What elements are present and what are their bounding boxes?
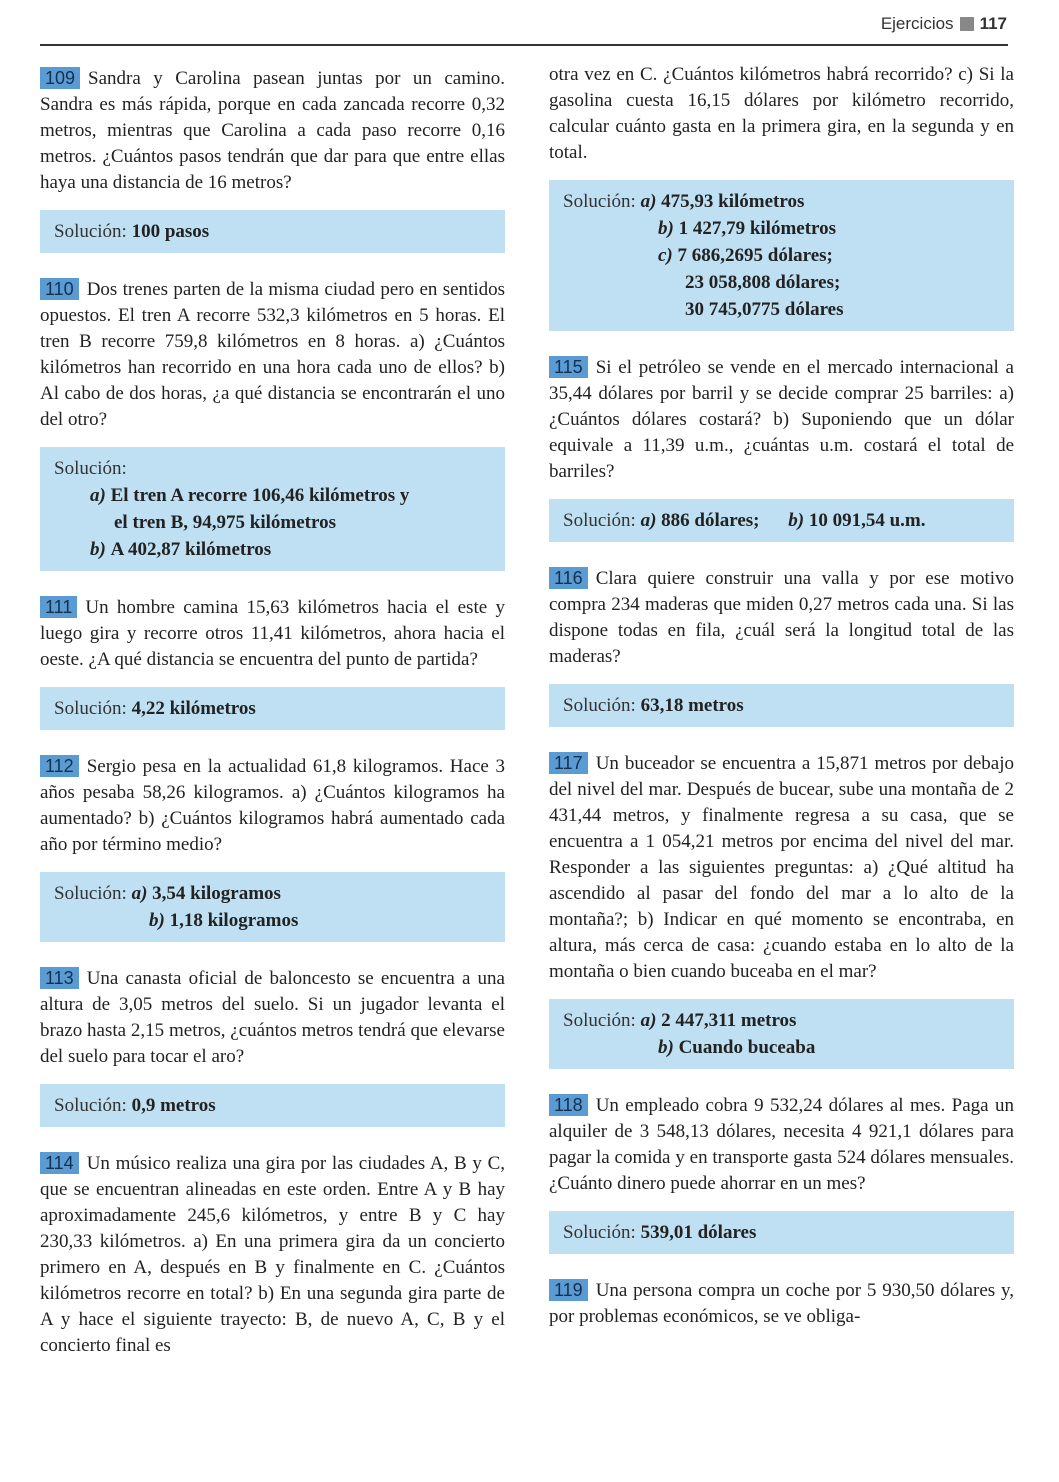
part-label: c) xyxy=(658,245,673,266)
solution-value: A 402,87 kilómetros xyxy=(110,539,272,560)
solution-value: 23 058,808 dólares; xyxy=(685,272,841,293)
section-title: Ejercicios xyxy=(880,14,954,33)
page-number: 117 xyxy=(979,14,1007,33)
solution-label: Solución: xyxy=(54,221,127,242)
exercise-119 xyxy=(549,1278,1014,1330)
exercise-text: Clara quiere construir una valla y por ese motivo compra 234 maderas que miden 0,27 metros cada una. Si las dispone todas en fila, ¿cuál será la longitud total de las maderas? xyxy=(549,568,1014,667)
solution-box xyxy=(549,1211,1014,1254)
solution-value: 4,22 kilómetros xyxy=(131,698,256,719)
solution-value: 100 pasos xyxy=(131,221,210,242)
exercise-text: Un hombre camina 15,63 kilómetros hacia el este y luego gira y recorre otros 11,41 kilómetros, ahora hacia el oeste. ¿A qué distancia se encuentra del punto de partida? xyxy=(40,597,505,670)
exercise-111 xyxy=(40,595,505,673)
exercise-number: 112 xyxy=(40,755,79,777)
solution-label: Solución: xyxy=(54,883,127,904)
solution-box xyxy=(40,447,505,571)
solution-box xyxy=(549,180,1014,331)
solution-value: 63,18 metros xyxy=(640,695,744,716)
part-label: b) xyxy=(90,539,106,560)
exercise-text: Un buceador se encuentra a 15,871 metros por debajo del nivel del mar. Después de bucear, sube una montaña de 2 431,44 metros, y finalmente regresa a su casa, que se encuentra a 1 054,21 metros por encima del nivel del mar. Responder a las siguientes preguntas: a) ¿Qué altitud ha ascendido al pasar del fondo del mar a lo alto de la montaña?; b) Indicar en qué momento se encontraba, en altura, más cerca de casa: ¿cuando estaba en lo alto de la montaña o bien cuando buceaba en el mar? xyxy=(549,753,1014,982)
exercise-number: 109 xyxy=(40,67,80,89)
header-rule xyxy=(40,44,1008,46)
solution-value: Cuando buceaba xyxy=(678,1037,816,1058)
solution-label: Solución: xyxy=(54,1095,127,1116)
part-label: a) xyxy=(640,191,657,212)
exercise-text: Si el petróleo se vende en el mercado internacional a 35,44 dólares por barril y se decide comprar 25 barriles: a) ¿Cuántos dólares costará? b) Suponiendo que un dólar equivale a 11,39 u.m., ¿cuántas u.m. costará el total de barriles? xyxy=(549,357,1014,482)
solution-box xyxy=(40,687,505,730)
exercise-number: 118 xyxy=(549,1094,588,1116)
solution-value: 1,18 kilogramos xyxy=(169,910,299,931)
exercise-number: 119 xyxy=(549,1279,588,1301)
right-column xyxy=(549,62,1014,1330)
solution-label: Solución: xyxy=(563,510,636,531)
part-label: b) xyxy=(149,910,165,931)
left-column xyxy=(40,66,505,1359)
part-label: a) xyxy=(640,1010,657,1031)
exercise-114 xyxy=(40,1151,505,1359)
part-label: a) xyxy=(131,883,148,904)
solution-value: 10 091,54 u.m. xyxy=(808,510,926,531)
exercise-text: Un músico realiza una gira por las ciudades A, B y C, que se encuentran alineadas en este orden. Entre A y B hay aproximadamente 245,6 kilómetros, y entre B y C hay 230,33 kilómetros. a) En una primera gira da un concierto primero en A, después en B y finalmente en C. ¿Cuántos kilómetros recorre en total? b) En una segunda gira parte de A y hace el siguiente trayecto: B, de nuevo A, C, B y el concierto final es xyxy=(40,1153,505,1356)
part-label: a) xyxy=(640,510,657,531)
part-label: a) xyxy=(90,485,106,506)
solution-label: Solución: xyxy=(54,458,127,479)
exercise-number: 113 xyxy=(40,967,79,989)
solution-box xyxy=(549,999,1014,1069)
solution-value: 475,93 kilómetros xyxy=(661,191,805,212)
solution-box xyxy=(40,872,505,942)
solution-value: el tren B, 94,975 kilómetros xyxy=(114,512,336,533)
solution-label: Solución: xyxy=(563,1010,636,1031)
part-label: b) xyxy=(658,218,674,239)
solution-value: 0,9 metros xyxy=(131,1095,216,1116)
exercise-116 xyxy=(549,566,1014,670)
solution-value: 30 745,0775 dólares xyxy=(685,299,844,320)
part-label: b) xyxy=(788,510,805,531)
exercise-109 xyxy=(40,66,505,196)
exercise-number: 117 xyxy=(549,752,588,774)
solution-value: 2 447,311 metros xyxy=(661,1010,797,1031)
exercise-text: Una canasta oficial de baloncesto se encuentra a una altura de 3,05 metros del suelo. Si un jugador levanta el brazo hasta 2,15 metros, ¿cuántos metros tendrá que elevarse del suelo para tocar el aro? xyxy=(40,968,505,1067)
exercise-text: Una persona compra un coche por 5 930,50 dólares y, por problemas económicos, se ve obliga- xyxy=(549,1280,1014,1327)
exercise-117 xyxy=(549,751,1014,985)
solution-box xyxy=(549,499,1014,542)
exercise-text: Sergio pesa en la actualidad 61,8 kilogramos. Hace 3 años pesaba 58,26 kilogramos. a) ¿Cuántos kilogramos ha aumentado? b) ¿Cuántos kilogramos habrá aumentado cada año por término medio? xyxy=(40,756,505,855)
exercise-number: 116 xyxy=(549,567,588,589)
exercise-text: Dos trenes parten de la misma ciudad pero en sentidos opuestos. El tren A recorre 532,3 kilómetros en 5 horas. El tren B recorre 759,8 kilómetros en 8 horas. a) ¿Cuántos kilómetros han recorrido en una hora cada uno de ellos? b) Al cabo de dos horas, ¿a qué distancia se encontrarán el uno del otro? xyxy=(40,279,505,430)
solution-value: 1 427,79 kilómetros xyxy=(678,218,837,239)
solution-box xyxy=(40,1084,505,1127)
exercise-text: Un empleado cobra 9 532,24 dólares al mes. Paga un alquiler de 3 548,13 dólares, necesita 4 921,1 dólares para pagar la comida y en transporte gasta 524 dólares mensuales. ¿Cuánto dinero puede ahorrar en un mes? xyxy=(549,1095,1014,1194)
square-icon xyxy=(960,17,974,31)
solution-value: 7 686,2695 dólares; xyxy=(677,245,833,266)
solution-value: 3,54 kilogramos xyxy=(152,883,281,904)
exercise-114-continued: otra vez en C. ¿Cuántos kilómetros habrá recorrido? c) Si la gasolina cuesta 16,15 dólares por kilómetro recorrido, calcular cuánto gasta en la primera gira, en la segunda y en total. xyxy=(549,64,1014,163)
solution-label: Solución: xyxy=(563,191,636,212)
exercise-text: Sandra y Carolina pasean juntas por un camino. Sandra es más rápida, porque en cada zancada recorre 0,32 metros, mientras que Carolina a cada paso recorre 0,16 metros. ¿Cuántos pasos tendrán que dar para que entre ellas haya una distancia de 16 metros? xyxy=(40,68,505,193)
exercise-113 xyxy=(40,966,505,1070)
exercise-118 xyxy=(549,1093,1014,1197)
exercise-number: 110 xyxy=(40,278,79,300)
solution-value: 886 dólares; xyxy=(661,510,760,531)
solution-box xyxy=(40,210,505,253)
exercise-112 xyxy=(40,754,505,858)
exercise-110 xyxy=(40,277,505,433)
exercise-number: 115 xyxy=(549,356,588,378)
exercise-number: 111 xyxy=(40,596,77,618)
page-header xyxy=(881,14,1007,34)
part-label: b) xyxy=(658,1037,674,1058)
exercise-number: 114 xyxy=(40,1152,79,1174)
exercise-115 xyxy=(549,355,1014,485)
solution-label: Solución: xyxy=(563,1222,636,1243)
solution-value: 539,01 dólares xyxy=(640,1222,757,1243)
solution-box xyxy=(549,684,1014,727)
solution-label: Solución: xyxy=(563,695,636,716)
solution-label: Solución: xyxy=(54,698,127,719)
solution-value: El tren A recorre 106,46 kilómetros y xyxy=(110,485,410,506)
